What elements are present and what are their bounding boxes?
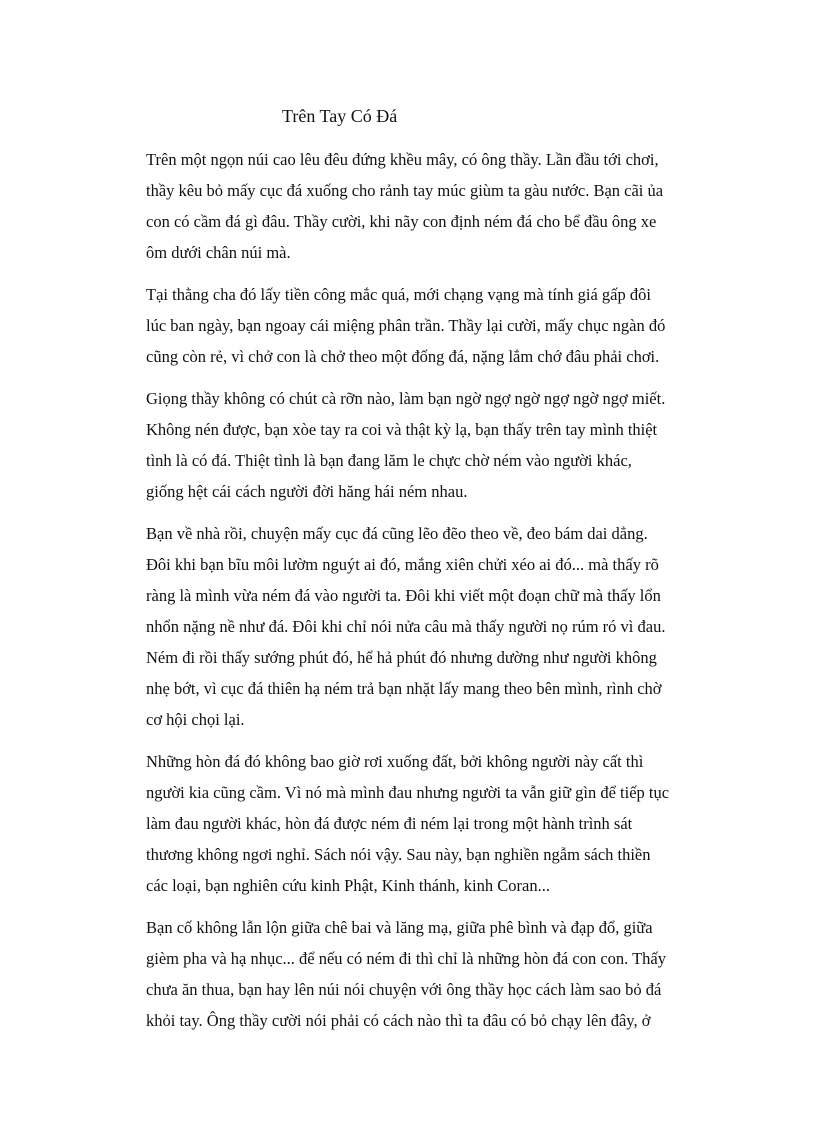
text-line: nhổn nặng nề như đá. Đôi khi chỉ nói nửa câu mà thấy người nọ rúm ró vì đau.	[146, 617, 666, 636]
text-line: thương không ngơi nghỉ. Sách nói vậy. Sau này, bạn nghiền ngẫm sách thiền	[146, 845, 651, 864]
paragraph	[146, 912, 686, 1036]
text-line: Bạn về nhà rồi, chuyện mấy cục đá cũng lẽo đẽo theo về, đeo bám dai dẳng.	[146, 524, 648, 543]
text-line: cơ hội chọi lại.	[146, 710, 245, 729]
text-line: khỏi tay. Ông thầy cười nói phải có cách nào thì ta đâu có bỏ chạy lên đây, ở	[146, 1011, 651, 1030]
text-line: gièm pha và hạ nhục... để nếu có ném đi thì chỉ là những hòn đá con con. Thấy	[146, 949, 666, 968]
text-line: người kia cũng cầm. Vì nó mà mình đau nhưng người ta vẫn giữ gìn để tiếp tục	[146, 783, 670, 802]
text-line: giống hệt cái cách người đời hăng hái ném nhau.	[146, 482, 468, 501]
text-line: Những hòn đá đó không bao giờ rơi xuống đất, bởi không người này cất thì	[146, 752, 644, 771]
paragraph	[146, 518, 686, 735]
text-line: thầy kêu bỏ mấy cục đá xuống cho rảnh tay múc giùm ta gàu nước. Bạn cãi ủa	[146, 181, 664, 200]
text-line: các loại, bạn nghiên cứu kinh Phật, Kinh thánh, kinh Coran...	[146, 876, 550, 895]
text-line: lúc ban ngày, bạn ngoay cái miệng phân trần. Thầy lại cười, mấy chục ngàn đó	[146, 316, 666, 335]
paragraph	[146, 383, 686, 507]
text-line: tình là có đá. Thiệt tình là bạn đang lăm le chực chờ ném vào người khác,	[146, 451, 632, 470]
text-line: ràng là mình vừa ném đá vào người ta. Đôi khi viết một đoạn chữ mà thấy lổn	[146, 586, 661, 605]
paragraph	[146, 279, 686, 372]
text-line: ôm dưới chân núi mà.	[146, 243, 291, 262]
text-line: chưa ăn thua, bạn hay lên núi nói chuyện với ông thầy học cách làm sao bỏ đá	[146, 980, 662, 999]
text-line: Bạn cố không lẫn lộn giữa chê bai và lăng mạ, giữa phê bình và đạp đổ, giữa	[146, 918, 653, 937]
text-line: nhẹ bớt, vì cục đá thiên hạ ném trả bạn nhặt lấy mang theo bên mình, rình chờ	[146, 679, 662, 698]
paragraph	[146, 144, 686, 268]
text-line: Không nén được, bạn xòe tay ra coi và thật kỳ lạ, bạn thấy trên tay mình thiệt	[146, 420, 658, 439]
text-line: Đôi khi bạn bĩu môi lườm nguýt ai đó, mắng xiên chửi xéo ai đó... mà thấy rõ	[146, 555, 659, 574]
paragraph	[146, 746, 686, 901]
text-line: Tại thằng cha đó lấy tiền công mắc quá, mới chạng vạng mà tính giá gấp đôi	[146, 285, 651, 304]
text-line: làm đau người khác, hòn đá được ném đi ném lại trong một hành trình sát	[146, 814, 633, 833]
page-title: Trên Tay Có Đá	[282, 106, 398, 126]
text-line: Giọng thầy không có chút cà rỡn nào, làm bạn ngờ ngợ ngờ ngợ ngờ ngợ miết.	[146, 389, 666, 408]
document-body	[146, 144, 686, 1047]
text-line: Ném đi rồi thấy sướng phút đó, hể hả phút đó nhưng dường như người không	[146, 648, 657, 667]
text-line: Trên một ngọn núi cao lêu đêu đứng khều mây, có ông thầy. Lần đầu tới chơi,	[146, 150, 659, 169]
text-line: con có cầm đá gì đâu. Thầy cười, khi nãy con định ném đá cho bể đầu ông xe	[146, 212, 657, 231]
text-line: cũng còn rẻ, vì chở con là chở theo một đống đá, nặng lắm chớ đâu phải chơi.	[146, 347, 660, 366]
